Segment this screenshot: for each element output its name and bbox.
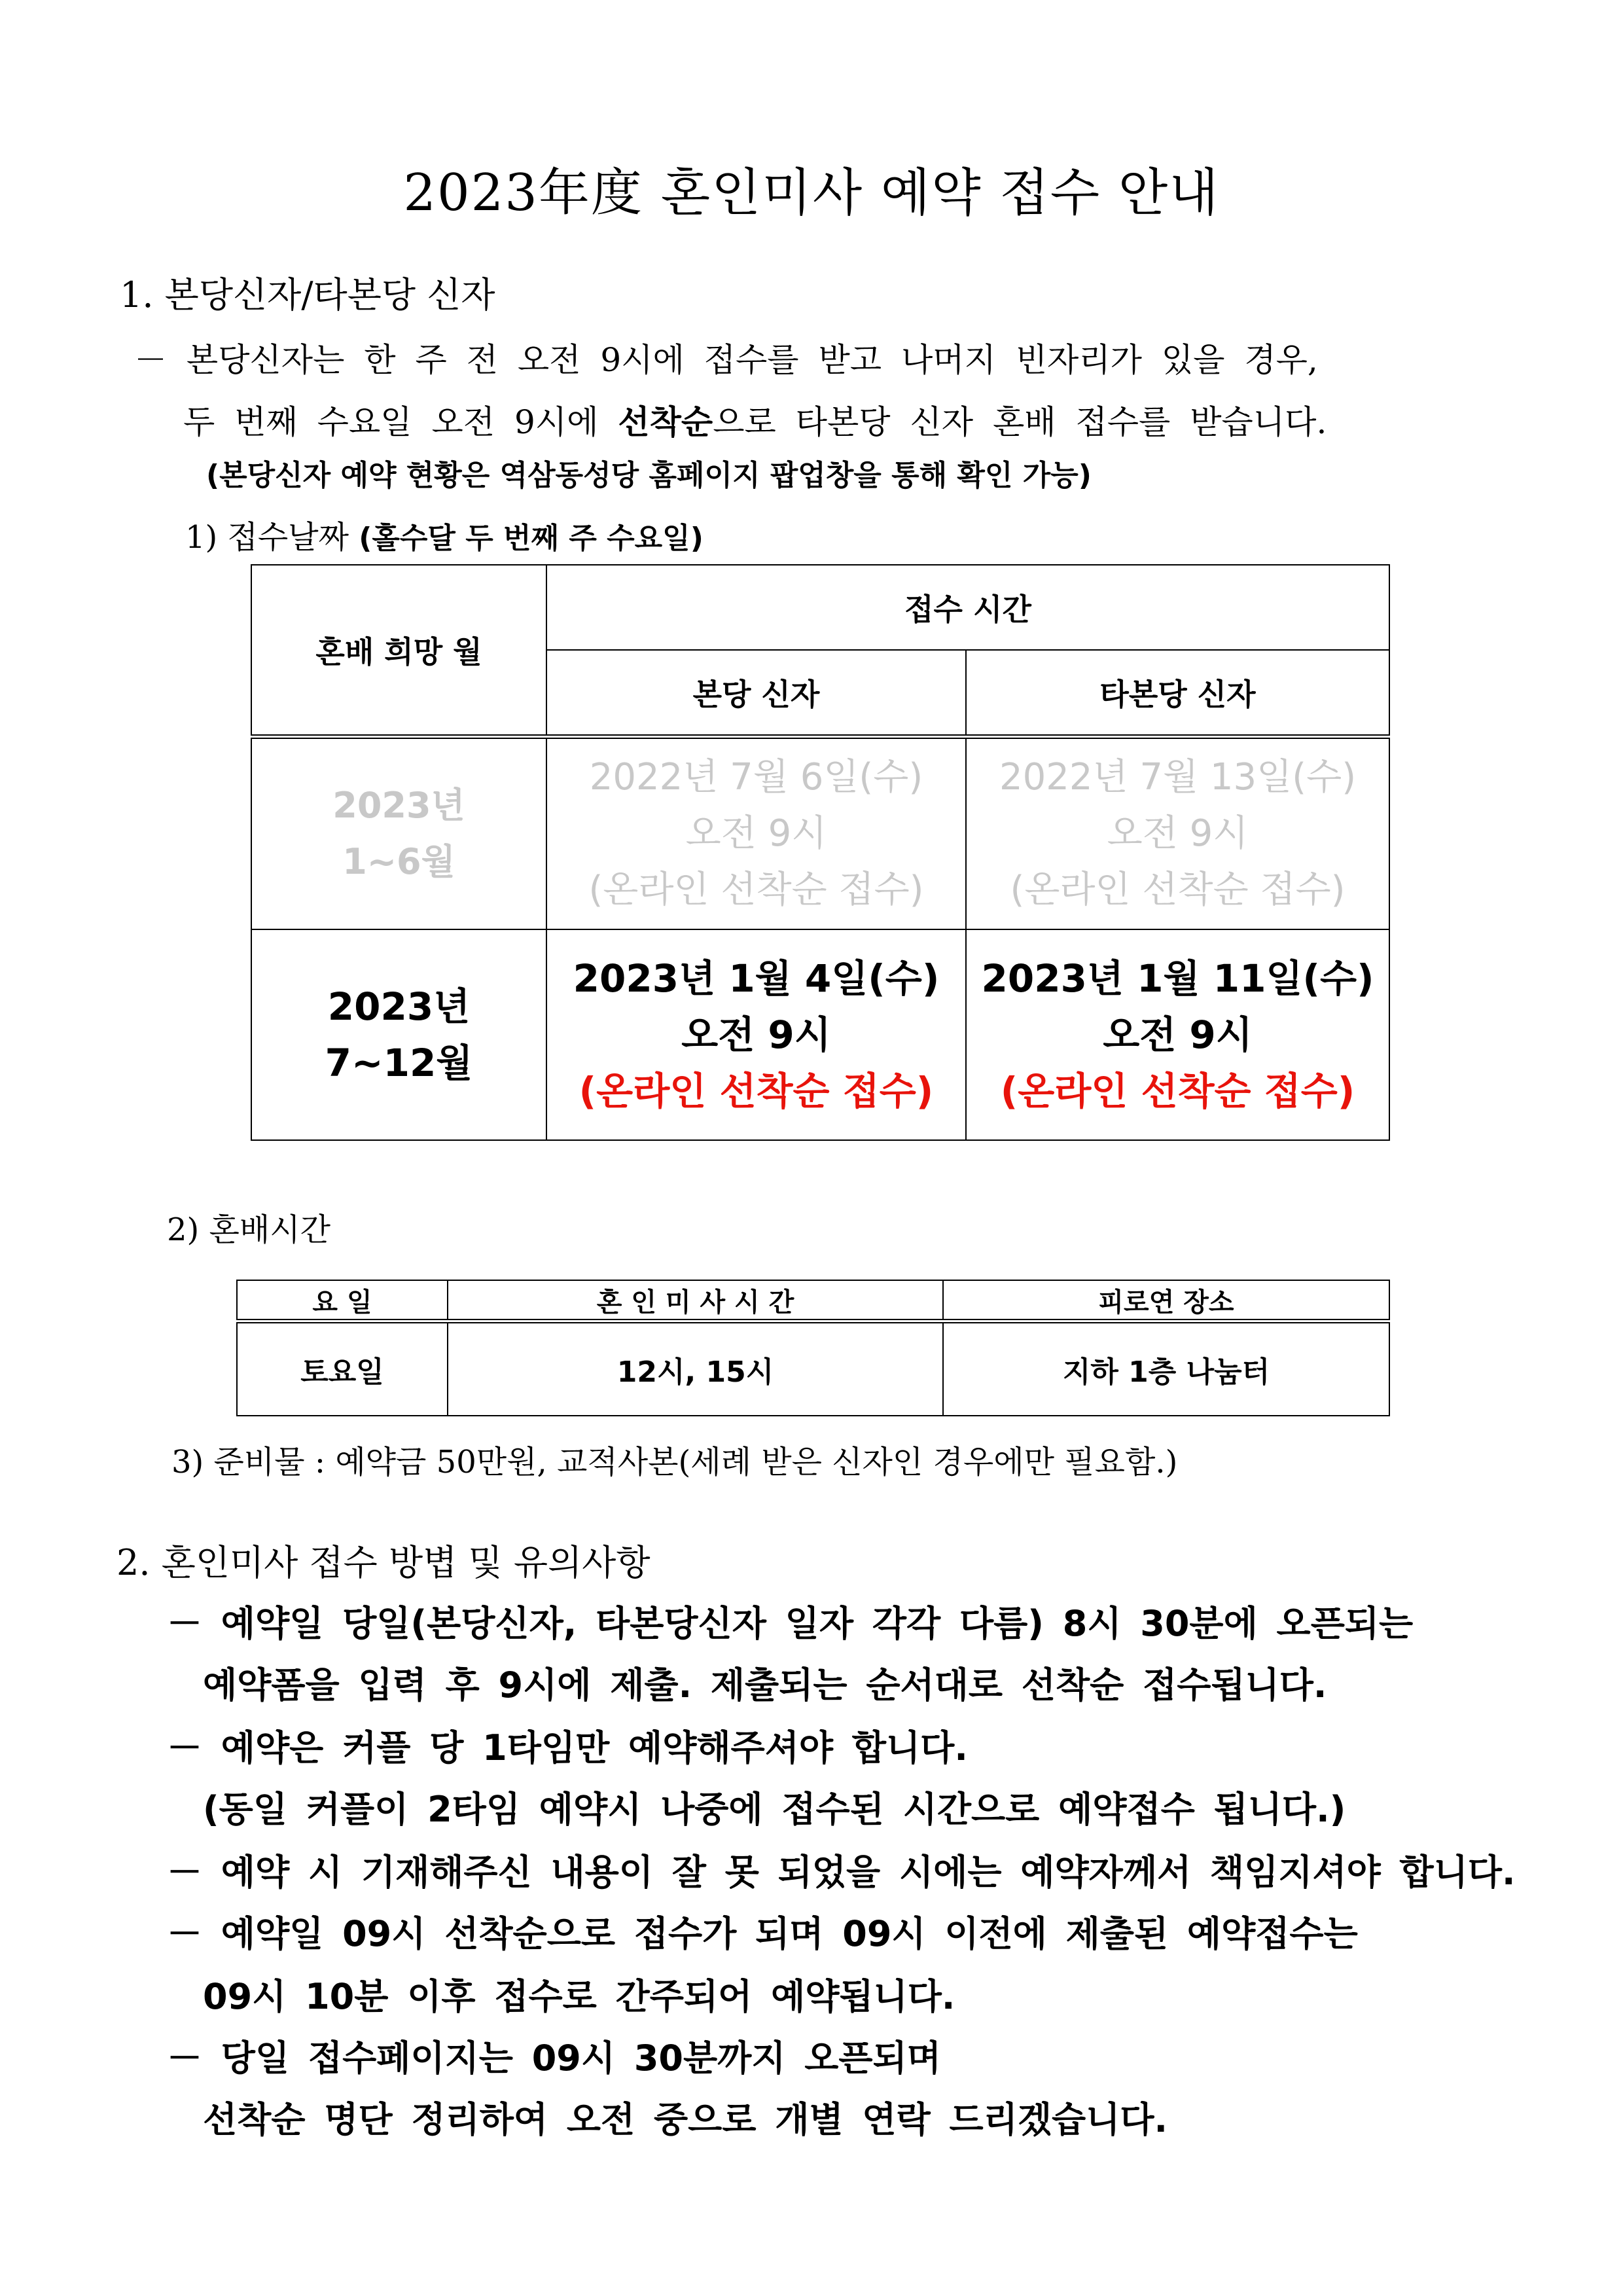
month-cell <box>251 929 546 1140</box>
mass-time-cell: 12시, 15시 <box>448 1321 943 1416</box>
time-line: 오전 9시 <box>1107 812 1249 855</box>
col-header-reception-place: 피로연 장소 <box>943 1280 1389 1321</box>
section2-line: － 당일 접수페이지는 09시 30분까지 오픈되며 <box>167 2037 941 2079</box>
time-line: 오전 9시 <box>685 812 827 855</box>
section1-line2 <box>183 396 1327 443</box>
col-header-month: 혼배 희망 월 <box>251 565 546 737</box>
date-line: 2022년 7월 13일(수) <box>999 756 1357 798</box>
section1-heading: 1. 본당신자/타본당 신자 <box>120 274 495 315</box>
section2-line: － 예약일 당일(본당신자, 타본당신자 일자 각각 다름) 8시 30분에 오픈되는 <box>167 1603 1414 1644</box>
method-line: (온라인 선착순 접수) <box>588 869 924 911</box>
month-cell <box>251 737 546 930</box>
table-row <box>237 1321 1389 1416</box>
parish-date-cell <box>546 929 966 1140</box>
time-line: 오전 9시 <box>1103 1013 1253 1057</box>
sub2-heading: 2) 혼배시간 <box>167 1211 330 1248</box>
section2-heading: 2. 혼인미사 접수 방볍 및 유의사항 <box>116 1542 651 1583</box>
month-line: 2023년 <box>327 984 471 1029</box>
section1-line2-bold: 선착순 <box>618 403 713 441</box>
page-title: 2023年度 혼인미사 예약 접수 안내 <box>403 164 1220 223</box>
section1-line2-post: 으로 타본당 신자 혼배 접수를 받습니다. <box>713 403 1327 441</box>
month-line: 7~12월 <box>325 1041 473 1085</box>
section2-line: － 예약 시 기재해주신 내용이 잘 못 되었을 시에는 예약자께서 책임지셔야 합니다. <box>167 1852 1516 1893</box>
table-row <box>251 929 1389 1140</box>
section1-line1: － 본당신자는 한 주 전 오전 9시에 접수를 받고 나머지 빈자리가 있을 경우, <box>134 341 1318 379</box>
ceremony-times-table <box>236 1280 1390 1416</box>
col-header-mass-time: 혼 인 미 사 시 간 <box>448 1280 943 1321</box>
section1-note: (본당신자 예약 현황은 역삼동성당 홈페이지 팝업창을 통해 확인 가능) <box>206 459 1092 492</box>
sub1-heading <box>185 512 704 557</box>
other-parish-date-cell <box>966 929 1389 1140</box>
parish-date-cell <box>546 737 966 930</box>
sub1-label: 1) 접수날짜 <box>185 519 359 556</box>
section1-line2-pre: 두 번째 수요일 오전 9시에 <box>183 403 618 441</box>
sub1-bold: (홀수달 두 번째 주 수요일) <box>359 522 704 555</box>
method-line: (온라인 선착순 접수) <box>579 1069 934 1113</box>
section2-line: 예약폼을 입력 후 9시에 제출. 제출되는 순서대로 선착순 접수됩니다. <box>203 1664 1327 1706</box>
time-line: 오전 9시 <box>681 1013 831 1057</box>
month-line: 2023년 <box>332 785 465 826</box>
col-header-parish: 본당 신자 <box>546 650 966 737</box>
section2-line: (동일 커플이 2타임 예약시 나중에 접수된 시간으로 예약접수 됩니다.) <box>203 1789 1346 1830</box>
month-line: 1~6월 <box>342 841 455 882</box>
reservation-dates-table <box>251 564 1390 1141</box>
date-line: 2023년 1월 4일(수) <box>573 956 940 1001</box>
col-header-day: 요 일 <box>237 1280 448 1321</box>
section2-line: － 예약일 09시 선착순으로 접수가 되며 09시 이전에 제출된 예약접수는 <box>167 1913 1358 1954</box>
col-header-other-parish: 타본당 신자 <box>966 650 1389 737</box>
col-header-time: 접수 시간 <box>546 565 1389 650</box>
method-line: (온라인 선착순 접수) <box>1000 1069 1355 1113</box>
other-parish-date-cell <box>966 737 1389 930</box>
section2-line: 09시 10분 이후 접수로 간주되어 예약됩니다. <box>203 1976 955 2017</box>
day-cell: 토요일 <box>237 1321 448 1416</box>
section2-line: 선착순 명단 정리하여 오전 중으로 개별 연락 드리겠습니다. <box>203 2099 1168 2140</box>
date-line: 2022년 7월 6일(수) <box>589 756 923 798</box>
table-row <box>251 737 1389 930</box>
sub3-preparations: 3) 준비물 : 예약금 50만원, 교적사본(세례 받은 신자인 경우에만 필요함.) <box>171 1444 1178 1480</box>
reception-place-cell: 지하 1층 나눔터 <box>943 1321 1389 1416</box>
date-line: 2023년 1월 11일(수) <box>981 956 1374 1001</box>
method-line: (온라인 선착순 접수) <box>1010 869 1346 911</box>
section2-line: － 예약은 커플 당 1타임만 예약해주셔야 합니다. <box>167 1727 968 1768</box>
